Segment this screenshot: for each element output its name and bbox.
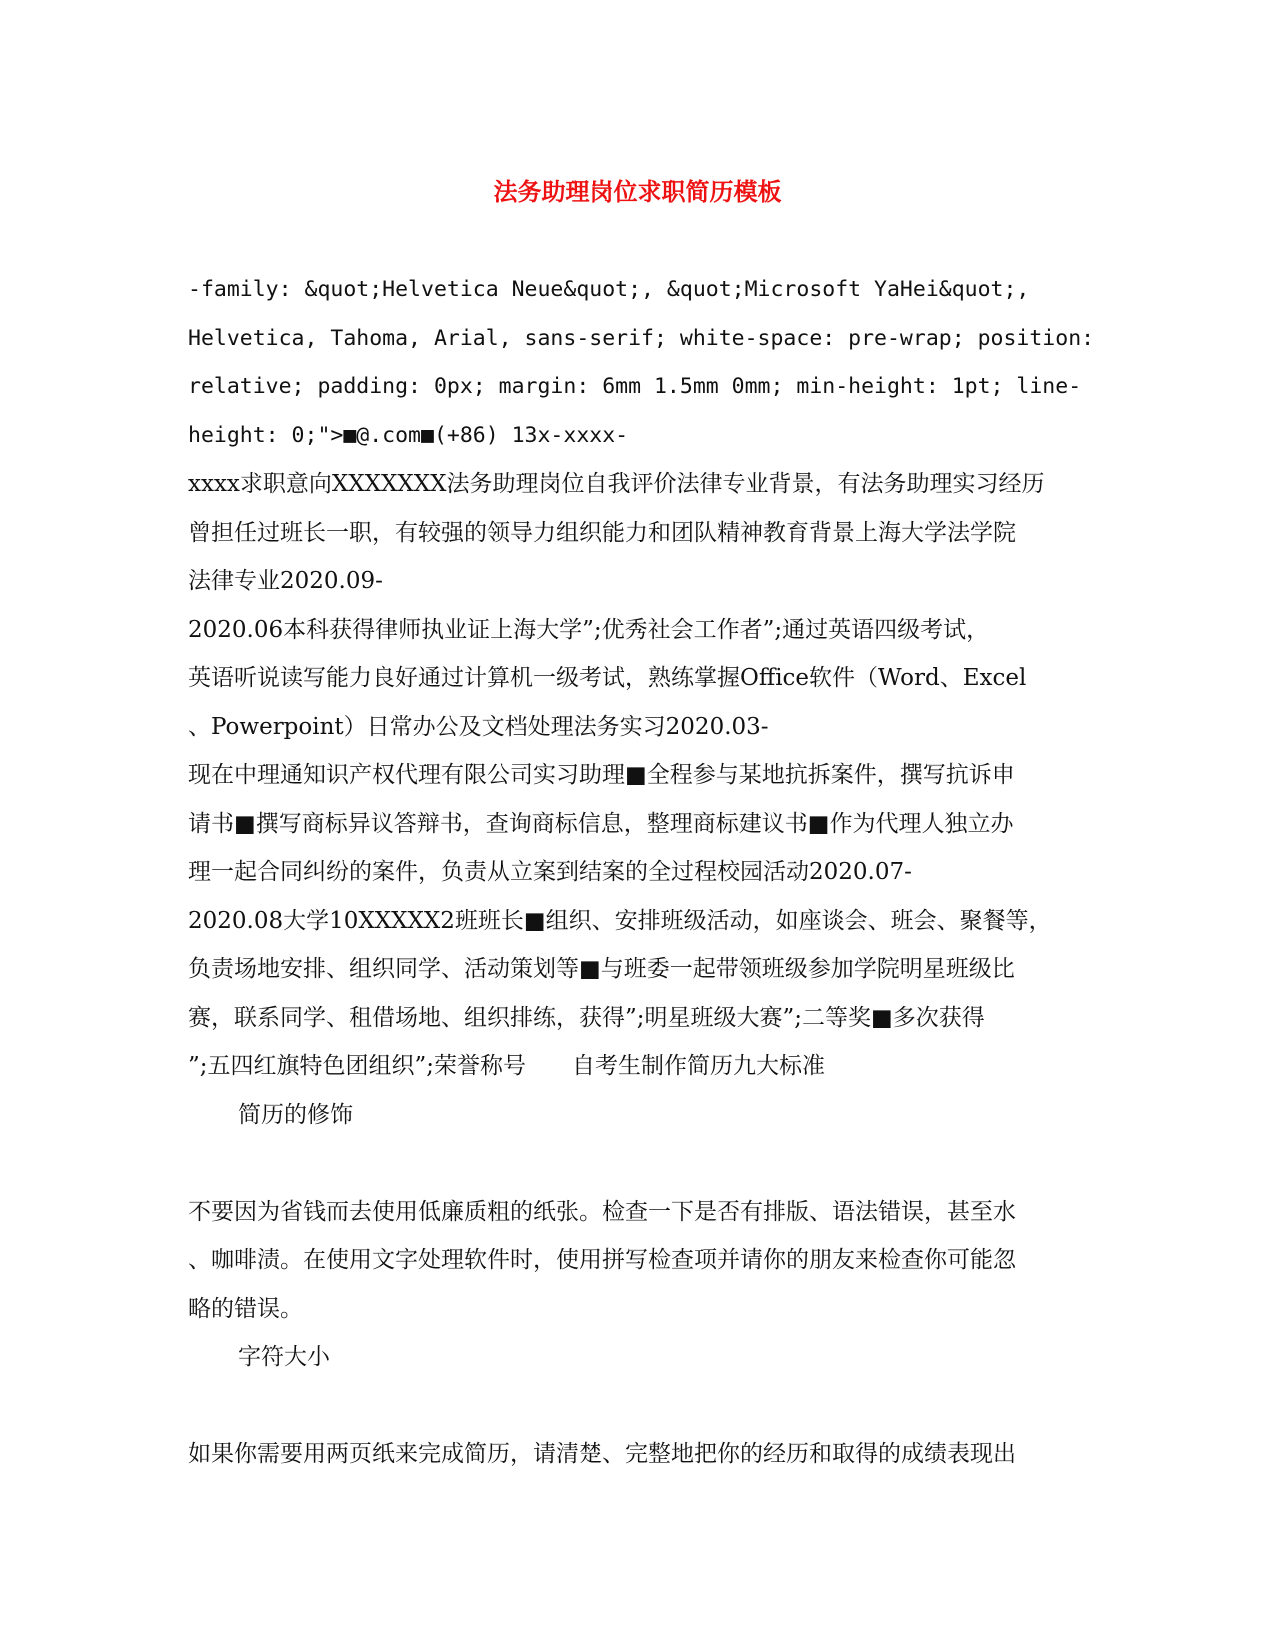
section-heading-font-size: 字符大小 [238, 1344, 330, 1370]
paragraph-gap [188, 1382, 1088, 1431]
body-line: 英语听说读写能力良好通过计算机一级考试，熟练掌握Office软件（Word、Excel [188, 665, 1027, 691]
paragraph-line: 略的错误。 [188, 1295, 303, 1322]
body-line: height: 0;">■@.com■(+86) 13x-xxxx- [188, 422, 629, 448]
body-line: 请书■撰写商标异议答辩书，查询商标信息，整理商标建议书■作为代理人独立办 [188, 810, 1014, 837]
document-body [188, 266, 1095, 1479]
body-line: 理一起合同纠纷的案件，负责从立案到结案的全过程校园活动2020.07- [188, 859, 912, 885]
body-line: 2020.06本科获得律师执业证上海大学”;优秀社会工作者”;通过英语四级考试， [188, 616, 990, 643]
body-line: 现在中理通知识产权代理有限公司实习助理■全程参与某地抗拆案件，撰写抗诉申 [188, 762, 1015, 788]
body-line: Helvetica, Tahoma, Arial, sans-serif; white-space: pre-wrap; position: [188, 325, 1095, 351]
body-line: -family: &quot;Helvetica Neue&quot;, &quot;Microsoft YaHei&quot;, [188, 277, 1030, 302]
document-title: 法务助理岗位求职简历模板 [493, 177, 782, 206]
body-line: 法律专业2020.09- [188, 568, 383, 594]
body-line: 2020.08大学10XXXXX2班班长■组织、安排班级活动，如座谈会、班会、聚餐等， [188, 907, 1052, 934]
section-heading-decoration: 简历的修饰 [238, 1101, 353, 1128]
body-line: 赛，联系同学、租借场地、组织排练，获得”;明星班级大赛”;二等奖■多次获得 [188, 1004, 985, 1031]
paragraph-line: 、咖啡渍。在使用文字处理软件时，使用拼写检查项并请你的朋友来检查你可能忽 [188, 1247, 1016, 1273]
body-line: relative; padding: 0px; margin: 6mm 1.5mm 0mm; min-height: 1pt; line- [188, 374, 1082, 399]
body-line: 曾担任过班长一职，有较强的领导力组织能力和团队精神教育背景上海大学法学院 [188, 519, 1016, 546]
body-line: xxxx求职意向XXXXXXX法务助理岗位自我评价法律专业背景，有法务助理实习经历 [188, 471, 1045, 497]
paragraph-line: 如果你需要用两页纸来完成简历，请清楚、完整地把你的经历和取得的成绩表现出 [188, 1441, 1016, 1467]
body-line: 负责场地安排、组织同学、活动策划等■与班委一起带领班级参加学院明星班级比 [188, 956, 1015, 982]
paragraph-line: 不要因为省钱而去使用低廉质粗的纸张。检查一下是否有排版、语法错误，甚至水 [188, 1198, 1016, 1225]
body-line: 、Powerpoint）日常办公及文档处理法务实习2020.03- [188, 713, 769, 740]
paragraph-gap [188, 1139, 1088, 1188]
body-line: ”;五四红旗特色团组织”;荣誉称号 自考生制作简历九大标准 [188, 1053, 826, 1079]
